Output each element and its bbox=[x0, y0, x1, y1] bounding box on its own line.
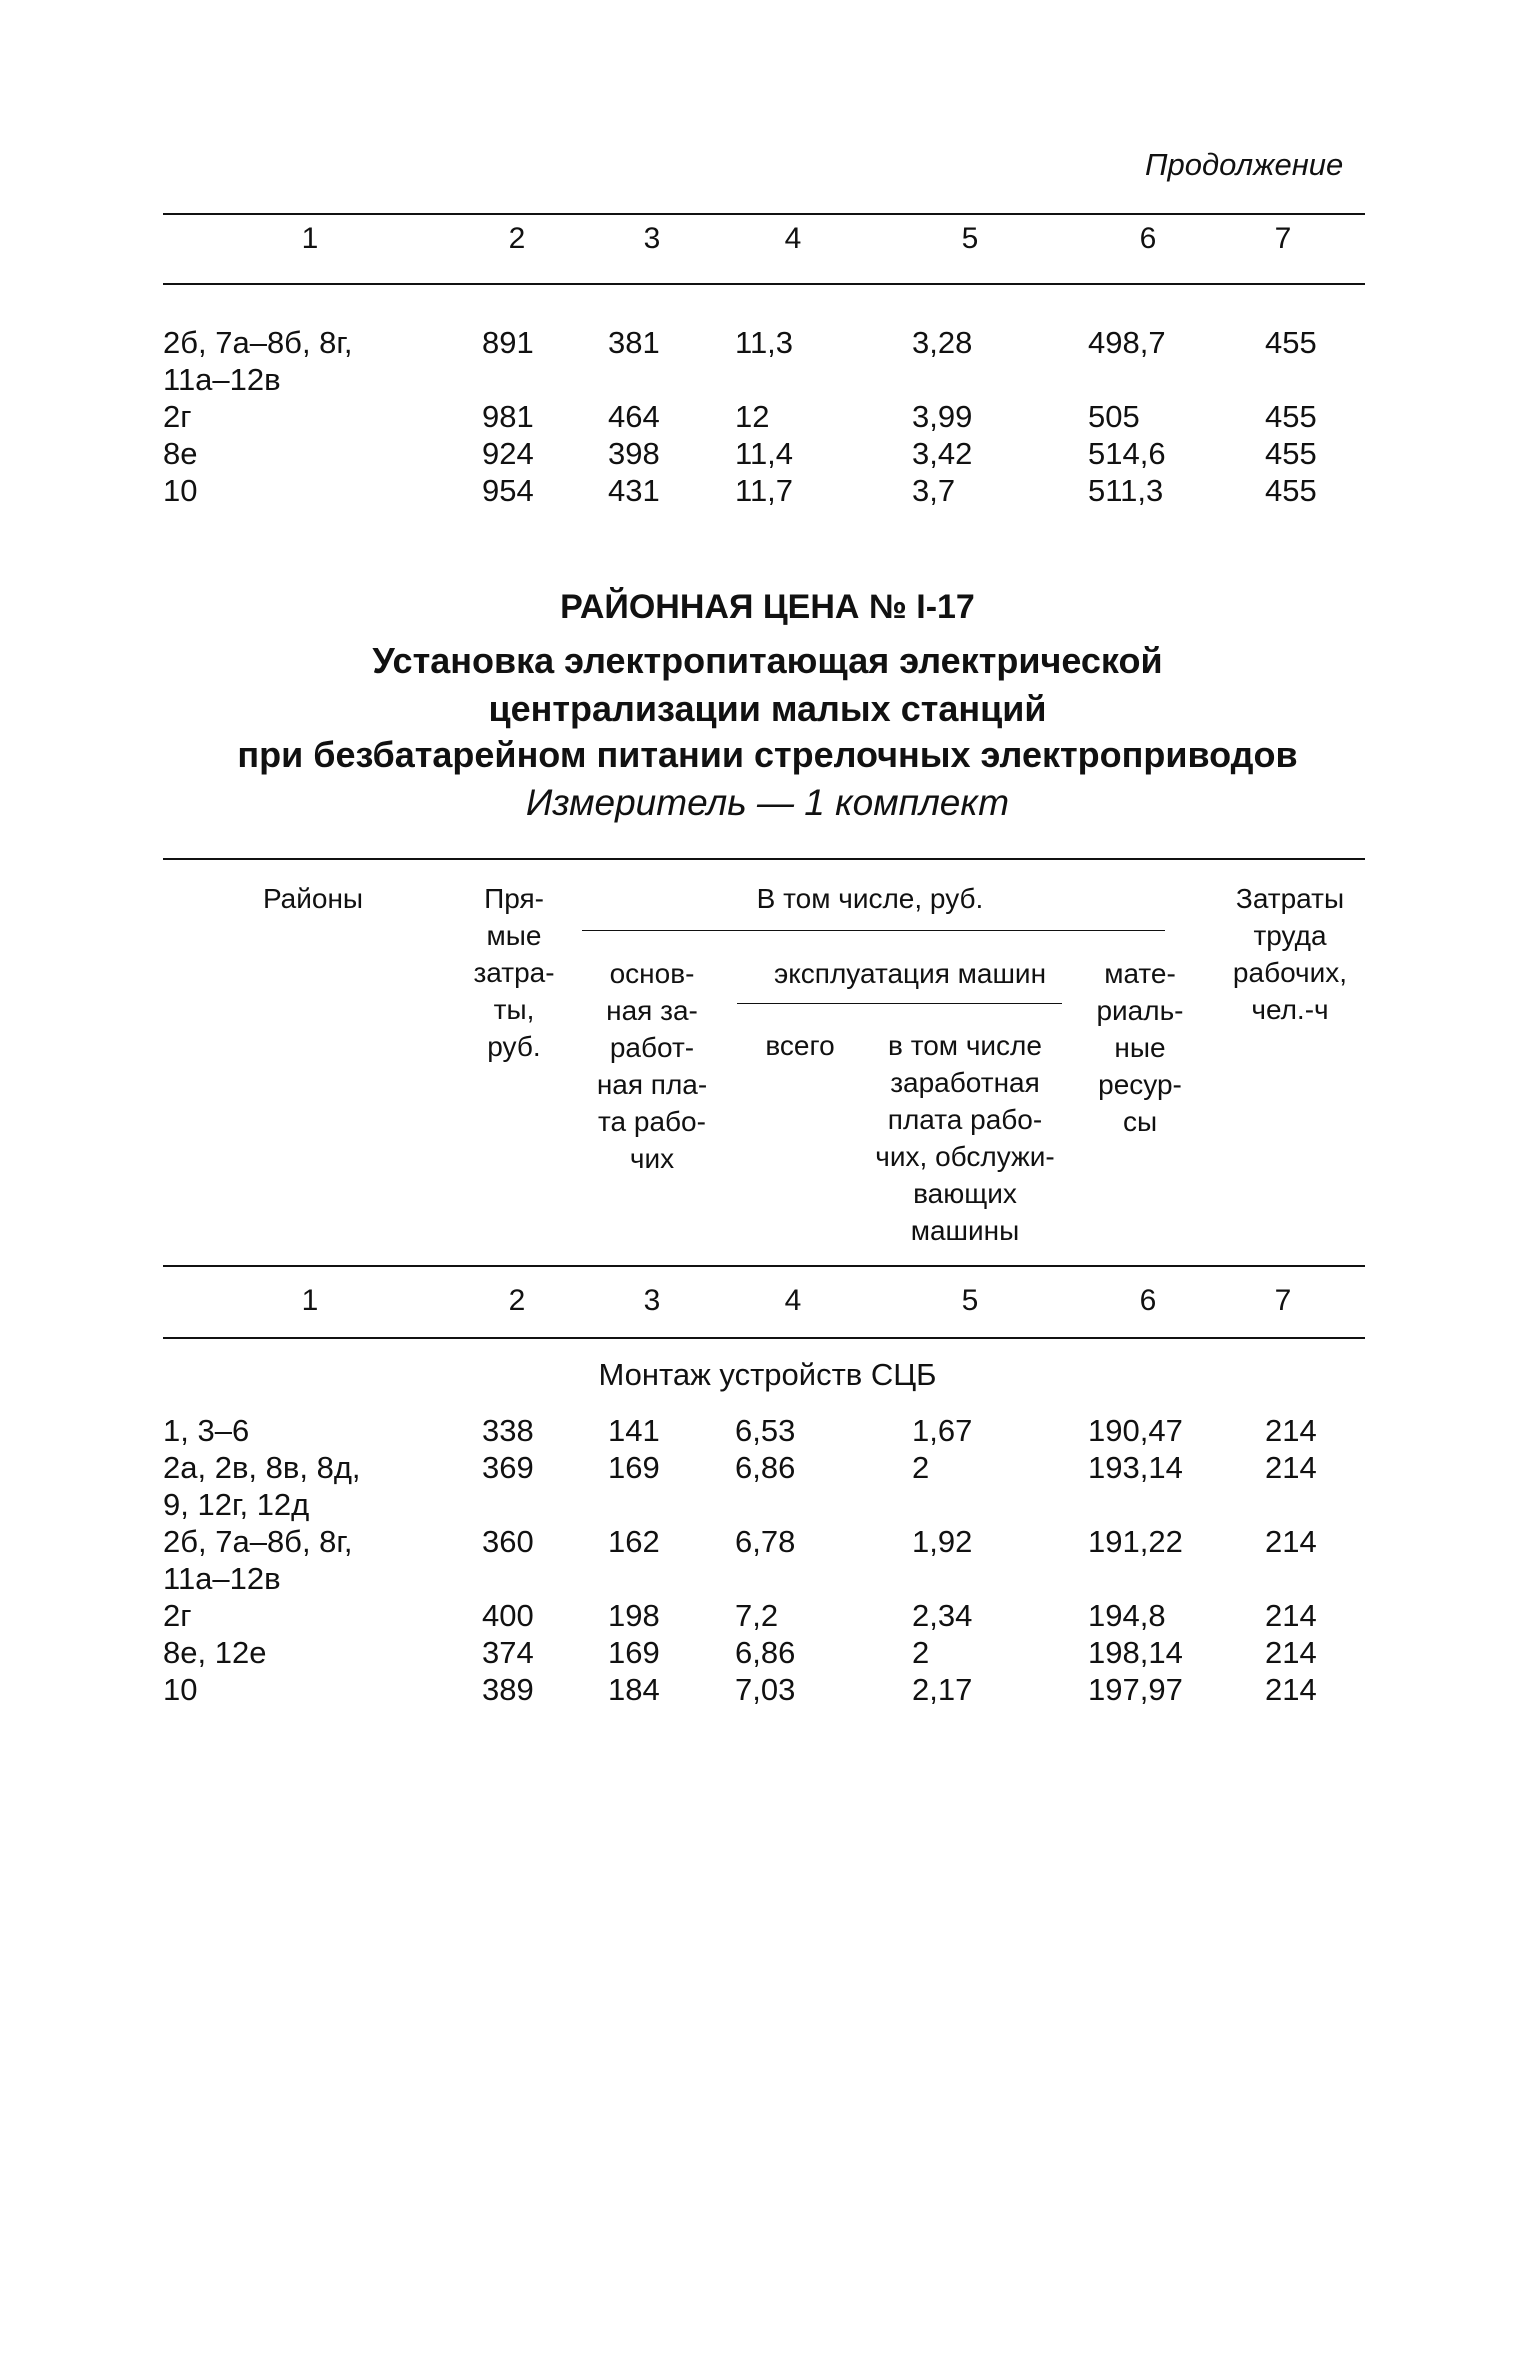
header-line: ная за- bbox=[606, 995, 698, 1026]
title-line-3: при безбатарейном питании стрелочных электроприводов bbox=[237, 734, 1298, 775]
region-cell: 9, 12г, 12д bbox=[163, 1487, 310, 1522]
header-line: плата рабо- bbox=[887, 1104, 1043, 1135]
header-line: мые bbox=[486, 920, 542, 951]
value-cell-c2: 360 bbox=[482, 1524, 534, 1559]
value-cell-c4: 11,7 bbox=[735, 473, 794, 508]
region-cell: 2б, 7а–8б, 8г, bbox=[163, 325, 353, 360]
value-cell-c3: 141 bbox=[608, 1413, 660, 1448]
region-cell: 1, 3–6 bbox=[163, 1413, 250, 1448]
value-cell-c5: 1,67 bbox=[912, 1413, 973, 1448]
value-cell-c6: 190,47 bbox=[1088, 1413, 1183, 1448]
header-direct-costs bbox=[465, 880, 563, 1065]
value-cell-c6: 511,3 bbox=[1088, 473, 1164, 508]
value-cell-c7: 455 bbox=[1265, 325, 1317, 360]
header-line: та рабо- bbox=[598, 1106, 706, 1137]
header-labor bbox=[1210, 880, 1370, 1028]
value-cell-c7: 455 bbox=[1265, 436, 1317, 471]
value-cell-c3: 169 bbox=[608, 1450, 660, 1485]
region-cell: 2б, 7а–8б, 8г, bbox=[163, 1524, 353, 1559]
value-cell-c7: 214 bbox=[1265, 1635, 1317, 1670]
table2-header-rule bbox=[163, 1265, 1365, 1267]
column-number-4: 4 bbox=[784, 1284, 802, 1317]
column-number-1: 1 bbox=[301, 1284, 319, 1317]
table2-colnum-rule bbox=[163, 1337, 1365, 1339]
value-cell-c6: 193,14 bbox=[1088, 1450, 1183, 1485]
value-cell-c7: 455 bbox=[1265, 399, 1317, 434]
header-line: ные bbox=[1114, 1032, 1166, 1063]
value-cell-c3: 169 bbox=[608, 1635, 660, 1670]
header-line: машины bbox=[910, 1215, 1020, 1246]
value-cell-c7: 214 bbox=[1265, 1524, 1317, 1559]
value-cell-c4: 11,4 bbox=[735, 436, 794, 471]
value-cell-c3: 184 bbox=[608, 1672, 660, 1707]
value-cell-c2: 924 bbox=[482, 436, 534, 471]
value-cell-c4: 11,3 bbox=[735, 325, 794, 360]
region-cell: 8е, 12е bbox=[163, 1635, 267, 1670]
value-cell-c6: 191,22 bbox=[1088, 1524, 1183, 1559]
column-number-5: 5 bbox=[961, 222, 979, 255]
value-cell-c5: 2 bbox=[912, 1450, 930, 1485]
value-cell-c5: 3,99 bbox=[912, 399, 973, 434]
value-cell-c6: 505 bbox=[1088, 399, 1140, 434]
header-including-rule bbox=[582, 930, 1165, 931]
column-number-6: 6 bbox=[1139, 222, 1157, 255]
header-line: ты, bbox=[493, 994, 535, 1025]
header-line: сы bbox=[1122, 1106, 1158, 1137]
value-cell-c5: 2,34 bbox=[912, 1598, 973, 1633]
value-cell-c3: 464 bbox=[608, 399, 660, 434]
table1-top-rule bbox=[163, 213, 1365, 215]
column-number-2: 2 bbox=[508, 222, 526, 255]
value-cell-c7: 214 bbox=[1265, 1598, 1317, 1633]
column-number-7: 7 bbox=[1274, 222, 1292, 255]
value-cell-c4: 6,78 bbox=[735, 1524, 796, 1559]
value-cell-c3: 198 bbox=[608, 1598, 660, 1633]
value-cell-c2: 954 bbox=[482, 473, 534, 508]
header-line: в том числе bbox=[888, 1030, 1042, 1061]
header-line: труда bbox=[1253, 920, 1327, 951]
region-cell: 2г bbox=[163, 399, 192, 434]
header-machine-operation: эксплуатация машин bbox=[773, 958, 1047, 989]
region-cell: 11а–12в bbox=[163, 1561, 281, 1596]
value-cell-c5: 3,28 bbox=[912, 325, 973, 360]
header-line: основ- bbox=[609, 958, 695, 989]
value-cell-c7: 214 bbox=[1265, 1450, 1317, 1485]
header-basic-wage bbox=[582, 955, 722, 1177]
value-cell-c2: 374 bbox=[482, 1635, 534, 1670]
header-line: вающих bbox=[913, 1178, 1017, 1209]
value-cell-c6: 498,7 bbox=[1088, 325, 1166, 360]
table2-top-rule bbox=[163, 858, 1365, 860]
column-number-6: 6 bbox=[1139, 1284, 1157, 1317]
header-line: Пря- bbox=[484, 883, 544, 914]
value-cell-c2: 891 bbox=[482, 325, 534, 360]
value-cell-c3: 162 bbox=[608, 1524, 660, 1559]
column-number-1: 1 bbox=[301, 222, 319, 255]
value-cell-c3: 431 bbox=[608, 473, 660, 508]
value-cell-c2: 369 bbox=[482, 1450, 534, 1485]
column-number-2: 2 bbox=[508, 1284, 526, 1317]
value-cell-c4: 7,2 bbox=[735, 1598, 779, 1633]
region-cell: 10 bbox=[163, 473, 198, 508]
value-cell-c3: 381 bbox=[608, 325, 660, 360]
header-total: всего bbox=[765, 1030, 835, 1061]
region-cell: 2г bbox=[163, 1598, 192, 1633]
value-cell-c5: 2 bbox=[912, 1635, 930, 1670]
header-machine-rule bbox=[737, 1003, 1062, 1004]
value-cell-c4: 6,86 bbox=[735, 1450, 796, 1485]
header-incl-wage bbox=[860, 1027, 1070, 1249]
value-cell-c2: 389 bbox=[482, 1672, 534, 1707]
continuation-label: Продолжение bbox=[1145, 147, 1344, 182]
header-line: Затраты bbox=[1235, 883, 1345, 914]
value-cell-c2: 400 bbox=[482, 1598, 534, 1633]
region-cell: 8е bbox=[163, 436, 198, 471]
header-line: заработная bbox=[890, 1067, 1040, 1098]
value-cell-c4: 6,86 bbox=[735, 1635, 796, 1670]
table1-header-rule bbox=[163, 283, 1365, 285]
header-including: В том числе, руб. bbox=[756, 883, 984, 914]
value-cell-c5: 3,42 bbox=[912, 436, 973, 471]
column-number-5: 5 bbox=[961, 1284, 979, 1317]
value-cell-c7: 214 bbox=[1265, 1413, 1317, 1448]
header-line: затра- bbox=[473, 957, 555, 988]
value-cell-c4: 12 bbox=[735, 399, 770, 434]
value-cell-c2: 338 bbox=[482, 1413, 534, 1448]
value-cell-c6: 198,14 bbox=[1088, 1635, 1183, 1670]
value-cell-c6: 514,6 bbox=[1088, 436, 1166, 471]
header-regions: Районы bbox=[262, 883, 364, 914]
header-line: чел.-ч bbox=[1251, 994, 1329, 1025]
header-line: руб. bbox=[487, 1031, 541, 1062]
value-cell-c7: 455 bbox=[1265, 473, 1317, 508]
header-line: чих bbox=[629, 1143, 675, 1174]
value-cell-c5: 2,17 bbox=[912, 1672, 973, 1707]
section-title: Монтаж устройств СЦБ bbox=[598, 1357, 937, 1392]
header-line: чих, обслужи- bbox=[875, 1141, 1055, 1172]
region-cell: 10 bbox=[163, 1672, 198, 1707]
header-materials bbox=[1090, 955, 1190, 1140]
header-line: рабочих, bbox=[1232, 957, 1348, 988]
value-cell-c5: 3,7 bbox=[912, 473, 956, 508]
value-cell-c5: 1,92 bbox=[912, 1524, 973, 1559]
region-cell: 11а–12в bbox=[163, 362, 281, 397]
value-cell-c3: 398 bbox=[608, 436, 660, 471]
unit-line: Измеритель — 1 комплект bbox=[525, 782, 1010, 823]
value-cell-c2: 981 bbox=[482, 399, 534, 434]
header-line: мате- bbox=[1104, 958, 1176, 989]
header-line: риаль- bbox=[1096, 995, 1184, 1026]
value-cell-c6: 197,97 bbox=[1088, 1672, 1183, 1707]
region-cell: 2а, 2в, 8в, 8д, bbox=[163, 1450, 361, 1485]
value-cell-c4: 7,03 bbox=[735, 1672, 796, 1707]
column-number-3: 3 bbox=[643, 1284, 661, 1317]
header-line: ресур- bbox=[1098, 1069, 1182, 1100]
title-line-2: централизации малых станций bbox=[488, 688, 1047, 729]
title-line-1: Установка электропитающая электрической bbox=[372, 640, 1163, 681]
header-line: работ- bbox=[609, 1032, 695, 1063]
value-cell-c7: 214 bbox=[1265, 1672, 1317, 1707]
column-number-3: 3 bbox=[643, 222, 661, 255]
price-number-heading: РАЙОННАЯ ЦЕНА № I-17 bbox=[560, 588, 975, 626]
column-number-7: 7 bbox=[1274, 1284, 1292, 1317]
value-cell-c4: 6,53 bbox=[735, 1413, 796, 1448]
column-number-4: 4 bbox=[784, 222, 802, 255]
value-cell-c6: 194,8 bbox=[1088, 1598, 1166, 1633]
header-line: ная пла- bbox=[596, 1069, 708, 1100]
